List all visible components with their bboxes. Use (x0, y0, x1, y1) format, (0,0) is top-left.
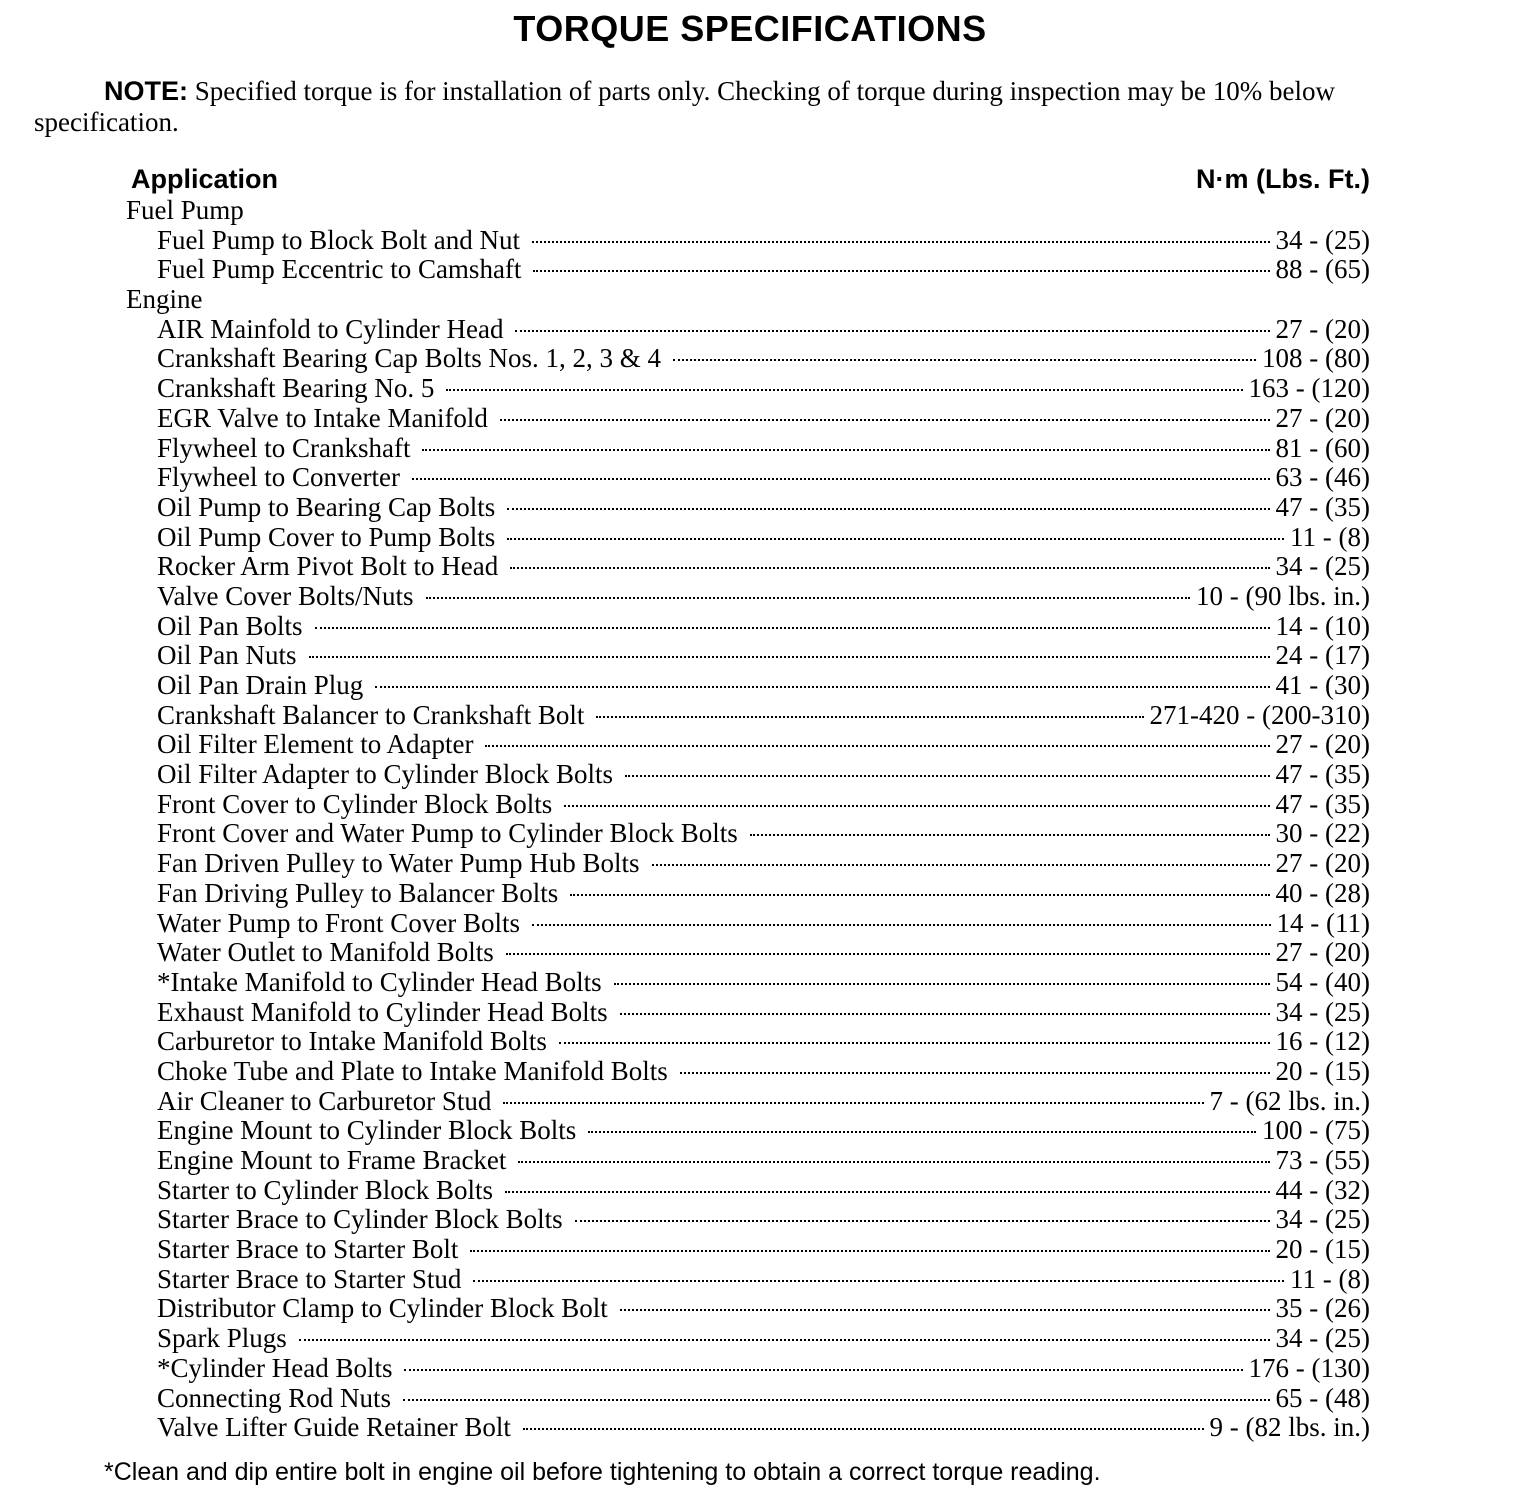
table-row (126, 1146, 1370, 1176)
application-label: AIR Mainfold to Cylinder Head (157, 313, 504, 344)
application-label: EGR Valve to Intake Manifold (157, 402, 488, 433)
torque-value: 35 - (26) (1275, 1293, 1370, 1324)
note-paragraph (34, 76, 1474, 138)
torque-value: 81 - (60) (1275, 432, 1370, 463)
table-row (126, 1116, 1370, 1146)
application-label: Front Cover and Water Pump to Cylinder Block Bolts (157, 818, 738, 849)
table-row (126, 909, 1370, 939)
torque-value: 10 - (90 lbs. in.) (1196, 580, 1370, 611)
torque-value: 54 - (40) (1275, 966, 1370, 997)
table-row (126, 523, 1370, 553)
torque-value: 27 - (20) (1275, 729, 1370, 760)
application-label: Starter Brace to Starter Stud (157, 1263, 462, 1294)
table-row (126, 1324, 1370, 1354)
torque-value: 9 - (82 lbs. in.) (1209, 1412, 1370, 1443)
dot-leader (614, 983, 1270, 985)
dot-leader (315, 627, 1270, 629)
table-row (126, 998, 1370, 1028)
table-row (126, 255, 1370, 285)
application-label: Flywheel to Crankshaft (157, 432, 411, 463)
table-row (126, 1087, 1370, 1117)
dot-leader (570, 894, 1269, 896)
application-label: Starter Brace to Cylinder Block Bolts (157, 1204, 563, 1235)
torque-value: 88 - (65) (1275, 254, 1370, 285)
note-label: NOTE: (104, 76, 188, 106)
torque-value: 24 - (17) (1275, 640, 1370, 671)
dot-leader (620, 1309, 1270, 1311)
dot-leader (588, 1131, 1256, 1133)
application-label: Starter Brace to Starter Bolt (157, 1234, 459, 1265)
table-row (126, 1294, 1370, 1324)
torque-value: 20 - (15) (1275, 1234, 1370, 1265)
dot-leader (596, 716, 1143, 718)
table-row (126, 879, 1370, 909)
application-label: Valve Cover Bolts/Nuts (157, 580, 414, 611)
table-row (126, 701, 1370, 731)
section-heading: Fuel Pump (126, 195, 244, 225)
column-header-units: N·m (Lbs. Ft.) (1196, 164, 1370, 194)
application-label: Oil Filter Element to Adapter (157, 729, 474, 760)
section-heading: Engine (126, 284, 203, 315)
dot-leader (507, 538, 1284, 540)
table-row (126, 671, 1370, 701)
application-label: Front Cover to Cylinder Block Bolts (157, 788, 553, 819)
application-label: Carburetor to Intake Manifold Bolts (157, 1026, 547, 1057)
table-row (126, 315, 1370, 345)
table-row (126, 849, 1370, 879)
dot-leader (532, 924, 1270, 926)
dot-leader (652, 864, 1270, 866)
table-row (126, 760, 1370, 790)
application-label: Spark Plugs (157, 1323, 287, 1354)
dot-leader (564, 805, 1269, 807)
application-label: Water Outlet to Manifold Bolts (157, 937, 494, 968)
application-label: Air Cleaner to Carburetor Stud (157, 1085, 492, 1116)
torque-value: 34 - (25) (1275, 551, 1370, 582)
dot-leader (473, 1280, 1284, 1282)
dot-leader (422, 449, 1269, 451)
torque-value: 20 - (15) (1275, 1055, 1370, 1086)
application-label: *Cylinder Head Bolts (157, 1352, 393, 1383)
application-label: Connecting Rod Nuts (157, 1382, 391, 1413)
table-row (126, 938, 1370, 968)
torque-value: 34 - (25) (1275, 1323, 1370, 1354)
dot-leader (404, 1369, 1242, 1371)
torque-value: 34 - (25) (1275, 224, 1370, 255)
column-header-application: Application (131, 164, 278, 194)
application-label: Valve Lifter Guide Retainer Bolt (157, 1412, 511, 1443)
application-label: *Intake Manifold to Cylinder Head Bolts (157, 966, 602, 997)
torque-value: 14 - (11) (1276, 907, 1370, 938)
torque-value: 14 - (10) (1275, 610, 1370, 641)
application-label: Oil Filter Adapter to Cylinder Block Bolts (157, 759, 613, 790)
dot-leader (446, 389, 1242, 391)
table-row (126, 1027, 1370, 1057)
dot-leader (533, 270, 1269, 272)
dot-leader (309, 656, 1270, 658)
dot-leader (485, 745, 1269, 747)
table-row (126, 226, 1370, 256)
torque-value: 47 - (35) (1275, 491, 1370, 522)
dot-leader (503, 1102, 1203, 1104)
torque-value: 34 - (25) (1275, 1204, 1370, 1235)
torque-value: 271-420 - (200-310) (1149, 699, 1370, 730)
table-row (126, 463, 1370, 493)
table-row (126, 730, 1370, 760)
table-row (126, 1265, 1370, 1295)
application-label: Fuel Pump to Block Bolt and Nut (157, 224, 521, 255)
page-title: TORQUE SPECIFICATIONS (513, 8, 987, 49)
application-label: Oil Pump to Bearing Cap Bolts (157, 491, 496, 522)
torque-value: 16 - (12) (1275, 1026, 1370, 1057)
torque-table (126, 196, 1370, 1443)
dot-leader (625, 775, 1270, 777)
application-label: Engine Mount to Frame Bracket (157, 1145, 507, 1175)
table-row (126, 1057, 1370, 1087)
dot-leader (750, 834, 1270, 836)
table-row (126, 344, 1370, 374)
application-label: Fuel Pump Eccentric to Camshaft (157, 254, 522, 285)
table-row (126, 1205, 1370, 1235)
torque-value: 11 - (8) (1290, 521, 1370, 552)
application-label: Rocker Arm Pivot Bolt to Head (157, 551, 499, 582)
table-row (126, 374, 1370, 404)
torque-value: 40 - (28) (1275, 877, 1370, 908)
application-label: Choke Tube and Plate to Intake Manifold Bolts (157, 1055, 668, 1086)
footnote: *Clean and dip entire bolt in engine oil before tightening to obtain a correct torque reading. (104, 1458, 1101, 1486)
table-row (126, 493, 1370, 523)
dot-leader (559, 1042, 1270, 1044)
torque-value: 47 - (35) (1275, 759, 1370, 790)
application-label: Engine Mount to Cylinder Block Bolts (157, 1115, 577, 1146)
application-label: Starter to Cylinder Block Bolts (157, 1174, 493, 1205)
application-label: Crankshaft Bearing No. 5 (157, 373, 435, 404)
torque-value: 163 - (120) (1248, 373, 1370, 404)
table-row (126, 434, 1370, 464)
application-label: Oil Pump Cover to Pump Bolts (157, 521, 496, 552)
dot-leader (680, 1072, 1270, 1074)
table-row (126, 1384, 1370, 1414)
dot-leader (500, 419, 1270, 421)
table-row (126, 641, 1370, 671)
dot-leader (470, 1250, 1269, 1252)
application-label: Flywheel to Converter (157, 462, 400, 493)
dot-leader (299, 1339, 1270, 1341)
application-label: Oil Pan Nuts (157, 640, 297, 671)
torque-value: 7 - (62 lbs. in.) (1209, 1085, 1370, 1116)
dot-leader (515, 330, 1269, 332)
dot-leader (505, 1191, 1270, 1193)
dot-leader (375, 686, 1269, 688)
table-row (126, 404, 1370, 434)
torque-value: 30 - (22) (1275, 818, 1370, 849)
application-label: Fan Driven Pulley to Water Pump Hub Bolts (157, 848, 640, 879)
torque-value: 27 - (20) (1275, 848, 1370, 879)
application-label: Distributor Clamp to Cylinder Block Bolt (157, 1293, 608, 1324)
dot-leader (575, 1220, 1270, 1222)
torque-value: 47 - (35) (1275, 788, 1370, 819)
application-label: Oil Pan Bolts (157, 610, 303, 641)
dot-leader (620, 1013, 1270, 1015)
application-label: Fan Driving Pulley to Balancer Bolts (157, 877, 559, 908)
dot-leader (507, 508, 1269, 510)
dot-leader (518, 1161, 1269, 1163)
dot-leader (403, 1399, 1270, 1401)
table-row (126, 819, 1370, 849)
torque-value: 73 - (55) (1275, 1145, 1370, 1175)
table-row (126, 582, 1370, 612)
table-row (126, 552, 1370, 582)
torque-value: 27 - (20) (1275, 402, 1370, 433)
torque-value: 63 - (46) (1275, 462, 1370, 493)
table-row (126, 968, 1370, 998)
table-row (126, 790, 1370, 820)
torque-value: 27 - (20) (1275, 937, 1370, 968)
torque-value: 100 - (75) (1262, 1115, 1370, 1146)
application-label: Crankshaft Bearing Cap Bolts Nos. 1, 2, 3 & 4 (157, 343, 661, 374)
application-label: Crankshaft Balancer to Crankshaft Bolt (157, 699, 585, 730)
table-row (126, 612, 1370, 642)
torque-value: 108 - (80) (1262, 343, 1370, 374)
dot-leader (532, 241, 1270, 243)
torque-value: 27 - (20) (1275, 313, 1370, 344)
torque-value: 176 - (130) (1248, 1352, 1370, 1383)
table-row (126, 1354, 1370, 1384)
application-label: Water Pump to Front Cover Bolts (157, 907, 521, 938)
table-row (126, 1413, 1370, 1443)
dot-leader (673, 359, 1256, 361)
note-text: Specified torque is for installation of parts only. Checking of torque during inspection may be 10% below specification. (34, 76, 1335, 137)
torque-value: 41 - (30) (1275, 670, 1370, 700)
dot-leader (510, 567, 1269, 569)
torque-value: 65 - (48) (1275, 1382, 1370, 1413)
dot-leader (426, 597, 1191, 599)
dot-leader (506, 953, 1270, 955)
torque-value: 34 - (25) (1275, 996, 1370, 1027)
table-row (126, 1176, 1370, 1206)
torque-value: 11 - (8) (1290, 1263, 1370, 1294)
dot-leader (523, 1428, 1204, 1430)
torque-value: 44 - (32) (1275, 1174, 1370, 1205)
dot-leader (412, 478, 1270, 480)
application-label: Exhaust Manifold to Cylinder Head Bolts (157, 996, 608, 1027)
table-row (126, 1235, 1370, 1265)
application-label: Oil Pan Drain Plug (157, 670, 364, 700)
